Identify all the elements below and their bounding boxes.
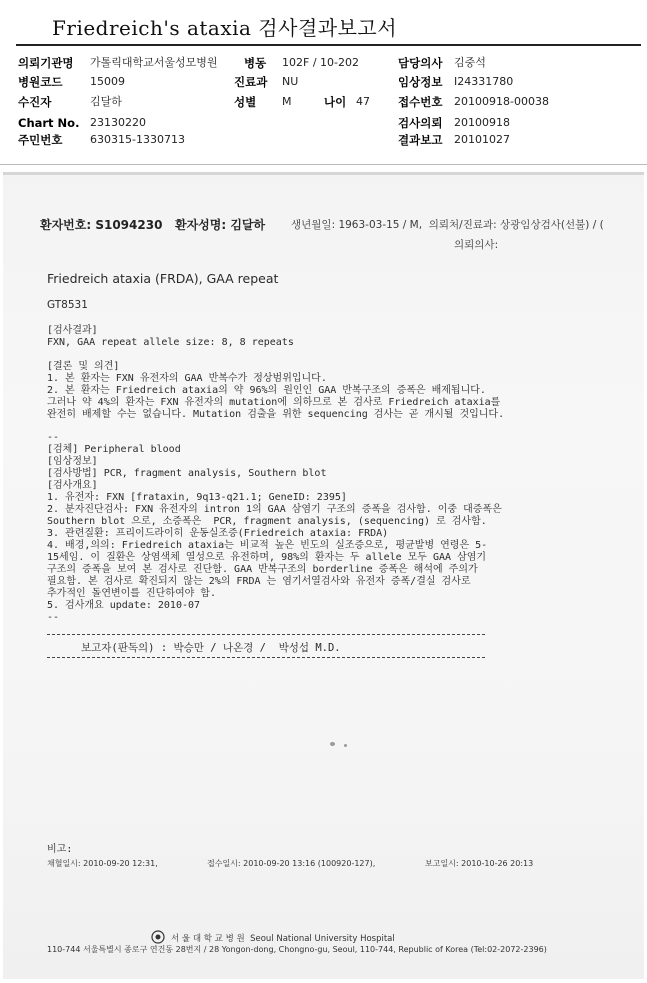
overview-line-4d: 필요함. 본 검사로 확진되지 않는 2%의 FRDA 는 염기서열검사와 유전자 증폭/결실 검사로 [47,576,471,587]
collected-time: 채혈일시: 2010-09-20 12:31, [47,859,158,868]
receipt-label: 접수번호 [398,95,443,109]
overview-line-2a: 2. 분자진단검사: FXN 유전자의 intron 1의 GAA 삼염기 구조의 증폭을 검사함. 이중 대증폭은 [47,504,502,515]
remarks-label: 비고: [47,844,73,855]
result-header: [검사결과] [47,325,98,336]
hospital-code-value: 15009 [90,75,125,88]
requesting-doctor: 의뢰의사: [454,239,499,251]
result-report-value: 20101027 [454,133,510,146]
chart-label: Chart No. [18,116,80,130]
snuh-emblem-icon [151,930,165,944]
hospital-address: 110-744 서울특별시 종로구 연건동 28번지 / 28 Yongon-dong, Chongno-gu, Seoul, 110-744, Republic of Korea (Tel:02-2072-2396) [47,945,547,954]
patient-label: 수진자 [18,95,52,109]
reporter-rule-top [47,634,485,635]
request-label: 검사의뢰 [398,116,443,130]
report-title: Friedreich's ataxia 검사결과보고서 [52,16,398,40]
sex-value: M [282,95,292,108]
specimen: [검체] Peripheral blood [47,444,181,455]
sheet-divider [0,164,647,165]
overview-line-5: 5. 검사개요 update: 2010-07 [47,600,201,611]
hospital-name: 서 울 대 학 교 병 원 Seoul National University Hospital [171,934,395,944]
institution-label: 의뢰기관명 [18,56,74,70]
conclusion-line-1: 1. 본 환자는 FXN 유전자의 GAA 반복수가 정상범위입니다. [47,373,327,384]
conclusion-line-2: 2. 본 환자는 Friedreich ataxia의 약 96%의 원인인 GAA 반복구조의 증폭은 배제됩니다. [47,385,486,396]
overview-line-1: 1. 유전자: FXN [frataxin, 9q13-q21.1; GeneID: 2395] [47,492,347,503]
clinical-label: 임상정보 [398,75,443,89]
overview-line-2b: Southern blot 으로, 소증폭은 PCR, fragment analysis, (sequencing) 로 검사함. [47,516,487,527]
result-report-label: 결과보고 [398,133,443,147]
doctor-label: 담당의사 [398,56,443,70]
result-line: FXN, GAA repeat allele size: 8, 8 repeats [47,337,294,348]
conclusion-line-3: 그러나 약 4%의 환자는 FXN 유전자의 mutation에 의하므로 본 검사로 Friedreich ataxia를 [47,397,501,408]
receipt-value: 20100918-00038 [454,95,549,108]
resident-label: 주민번호 [18,133,63,147]
patient-value: 김달하 [90,95,122,108]
age-label: 나이 [324,95,347,109]
overview-line-4b: 15세임. 이 질환은 상염색체 열성으로 유전하며, 98%의 환자는 두 allele 모두 GAA 삼염기 [47,552,487,563]
scan-top-edge [3,172,644,175]
hospital-code-label: 병원코드 [18,75,63,89]
age-value: 47 [356,95,370,108]
report-header [0,0,647,164]
clinical-info-header: [임상정보] [47,456,98,467]
department-label: 진료과 [234,75,268,89]
separator-1: -- [47,432,60,443]
ward-label: 병동 [244,56,267,70]
test-code: GT8531 [47,299,88,311]
reporter-rule-bottom [47,657,485,658]
ward-value: 102F / 10-202 [282,56,359,69]
request-info-grid [0,0,647,164]
overview-line-3: 3. 관련질환: 프리이드라이히 운동실조증(Friedreich ataxia: FRDA) [47,528,389,539]
overview-line-4e: 추가적인 돌연변이를 진단하여야 함. [47,588,216,599]
institution-value: 가톨릭대학교서울성모병원 [90,56,218,69]
method: [검사방법] PCR, fragment analysis, Southern blot [47,468,327,479]
overview-line-4a: 4. 배경,의의: Friedreich ataxia는 비교적 높은 빈도의 실조증으로, 평균발병 연령은 5- [47,540,488,551]
scan-speck [344,744,347,747]
patient-number: 환자번호: S1094230 [40,218,163,232]
conclusion-line-4: 완전히 배제할 수는 없습니다. Mutation 검출을 위한 sequencing 검사는 곧 개시될 것입니다. [47,409,505,420]
clinical-value: I24331780 [454,75,514,88]
conclusion-header: [결론 및 의견] [47,361,120,372]
department-value: NU [282,75,299,88]
patient-name: 환자성명: 김달하 [175,218,266,232]
overview-line-4c: 구조의 증폭을 보여 본 검사로 진단함. GAA 반복구조의 borderline 증폭은 해석에 주의가 [47,564,478,575]
reported-time: 보고일시: 2010-10-26 20:13 [425,859,534,868]
birth-and-referral: 생년월일: 1963-03-15 / M, 의뢰처/진료과: 상광임상검사(선불) / ( [291,219,604,231]
chart-value: 23130220 [90,116,146,129]
request-value: 20100918 [454,116,510,129]
sex-label: 성별 [234,95,257,109]
scanned-report [3,172,644,979]
test-name: Friedreich ataxia (FRDA), GAA repeat [47,271,279,286]
reporter-line: 보고자(판독의) : 박승만 / 나온경 / 박성섭 M.D. [81,642,341,654]
doctor-value: 김중석 [454,56,486,69]
resident-value: 630315-1330713 [90,133,185,146]
separator-2: -- [47,612,60,623]
overview-header: [검사개요] [47,480,98,491]
scan-speck [330,742,335,746]
received-time: 접수일시: 2010-09-20 13:16 (100920-127), [207,859,376,868]
